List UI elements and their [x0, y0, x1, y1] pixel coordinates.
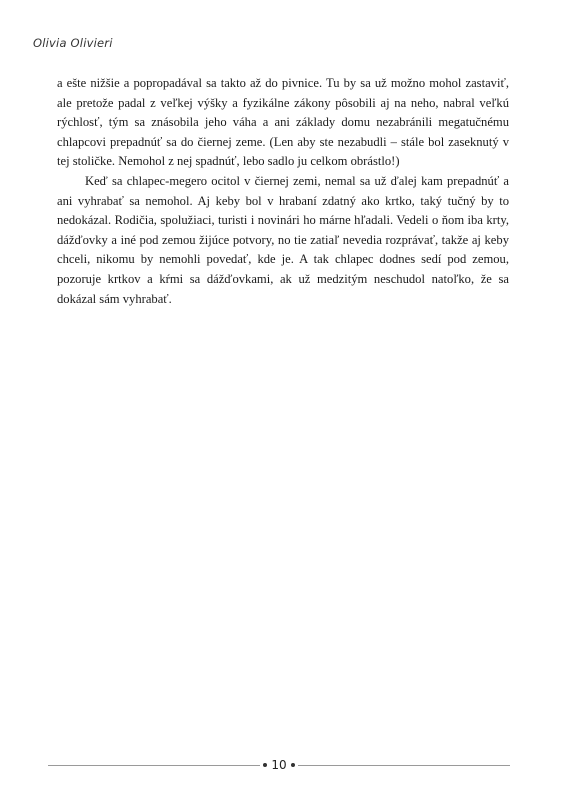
- running-header-author: Olivia Olivieri: [33, 36, 113, 50]
- footer-rule-right: [298, 765, 510, 766]
- paragraph-1: a ešte nižšie a popropadával sa takto až do pivnice. Tu by sa už možno mohol zastaviť, ale pretože padal z veľkej výšky a fyzikálne zákony pôsobili aj na neho, nabral veľkú rýchlosť, tým sa znásobila jeho váha a ani základy domu nezabránili megatučnému chlapcovi prepadnúť sa do čiernej zeme. (Len aby ste nezabudli – stále bol zaseknutý v tej stoličke. Nemohol z nej spadnúť, lebo sadlo ju celkom obrástlo!): [57, 76, 509, 169]
- footer-dot-right: [291, 763, 295, 767]
- text-body: [57, 74, 509, 309]
- paragraph-2: Keď sa chlapec-megero ocitol v čiernej zemi, nemal sa už ďalej kam prepadnúť a ani vyhrabať sa nemohol. Aj keby bol v hrabaní zdatný ako krtko, taký tučný by to nedokázal. Rodičia, spolužiaci, turisti i novinári ho márne hľadali. Vedeli o ňom iba krty, dážďovky a iné pod zemou žijúce potvory, no tie zatiaľ nevedia rozprávať, takže aj keby chceli, nikomu by nemohli povedať, kde je. A tak chlapec dodnes sedí pod zemou, pozoruje krtkov a kŕmi sa dážďovkami, ak už medzitým neschudol natoľko, že sa dokázal sám vyhrabať.: [57, 173, 509, 306]
- page-number: 10: [271, 758, 287, 772]
- page-footer: [48, 757, 510, 773]
